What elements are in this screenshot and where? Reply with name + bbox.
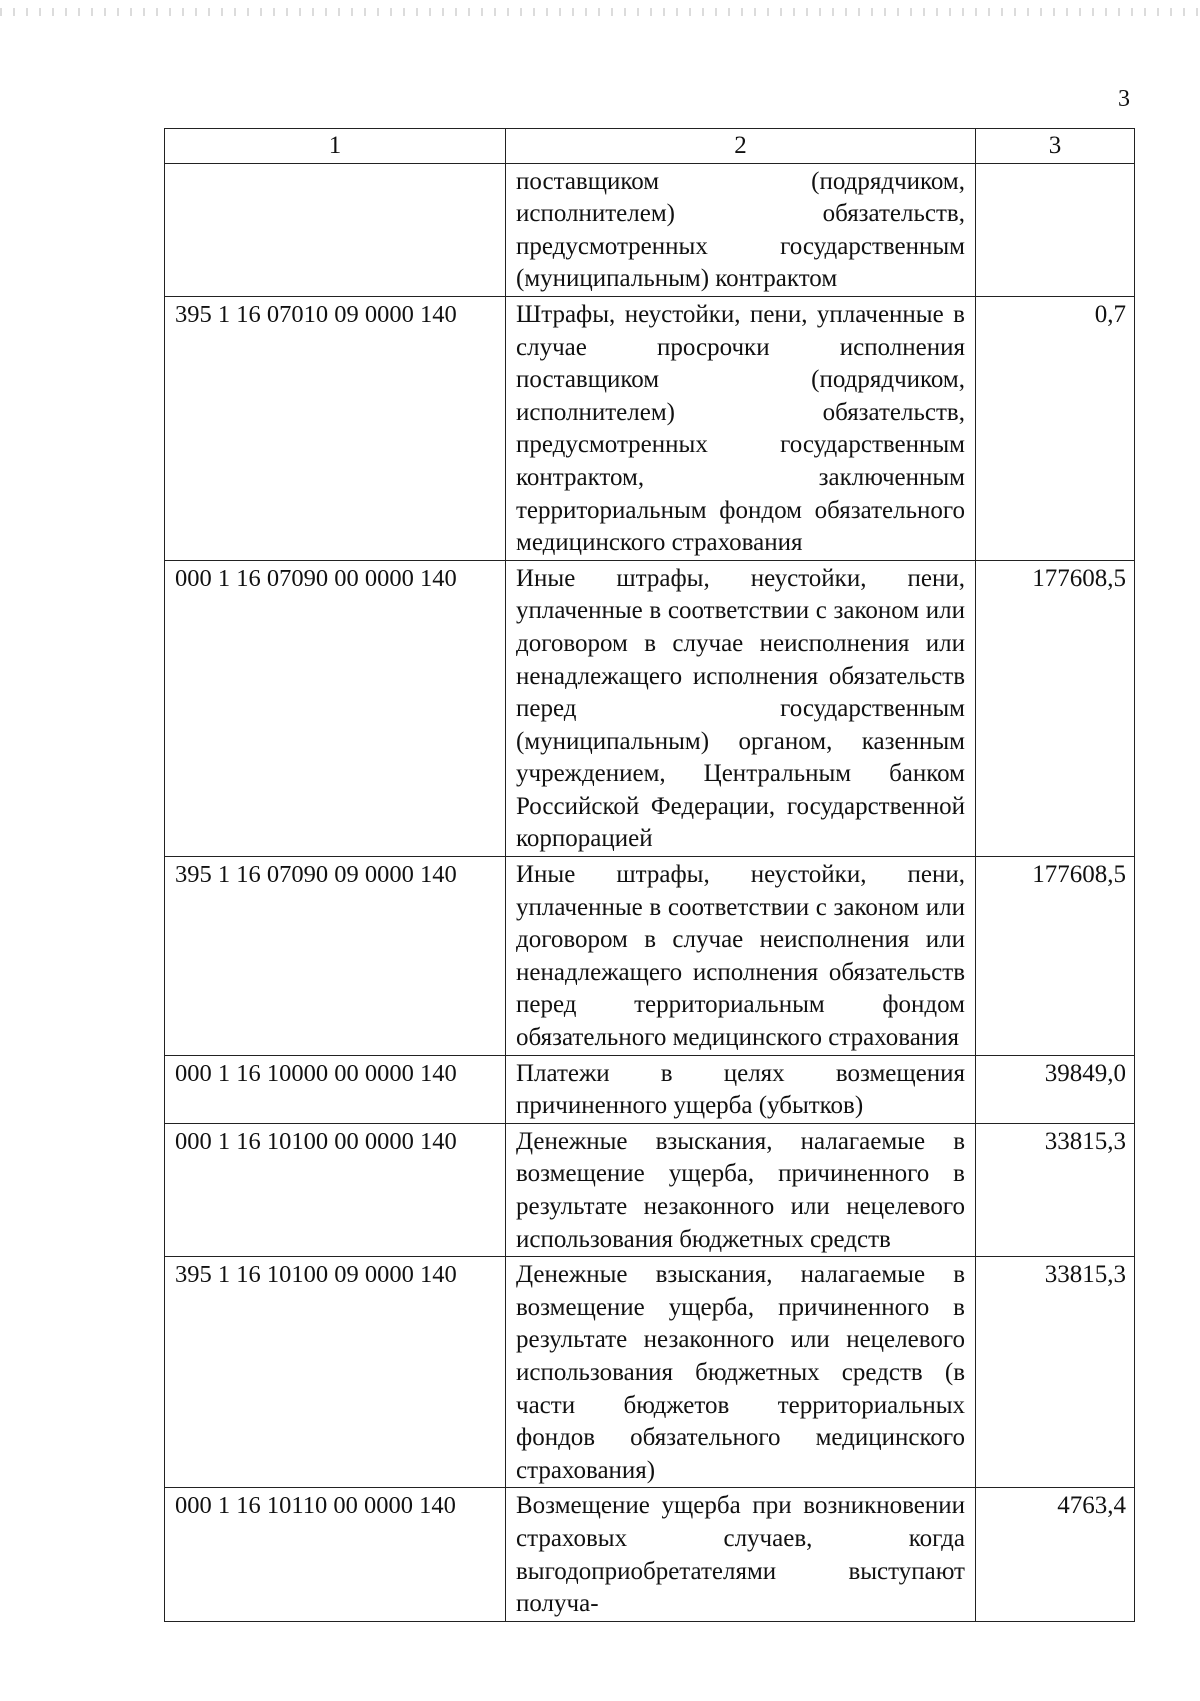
name-cell: Денежные взыскания, налагаемые в возмещение ущерба, причиненного в результате незаконного или нецелевого использования бюджетных средств (в части бюджетов территориальных фондов обязательного медицинского страхования) <box>506 1257 976 1488</box>
amount-cell: 0,7 <box>976 296 1135 560</box>
page-number: 3 <box>1118 86 1130 112</box>
amount-cell: 39849,0 <box>976 1055 1135 1123</box>
amount-cell: 33815,3 <box>976 1257 1135 1488</box>
name-cell: Штрафы, неустойки, пени, уплаченные в случае просрочки исполнения поставщиком (подрядчиком, исполнителем) обязательств, предусмотренных государственным контрактом, заключенным территориальным фондом обязательного медицинского страхования <box>506 296 976 560</box>
table-header-row <box>165 129 1135 164</box>
name-cell: поставщиком (подрядчиком, исполнителем) обязательств, предусмотренных государственным (муниципальным) контрактом <box>506 163 976 296</box>
table-row <box>165 1123 1135 1256</box>
code-cell: 000 1 16 10100 00 0000 140 <box>165 1123 506 1256</box>
name-cell: Иные штрафы, неустойки, пени, уплаченные в соответствии с законом или договором в случае неисполнения или ненадлежащего исполнения обязательств перед государственным (муниципальным) органом, казенным учреждением, Центральным банком Российской Федерации, государственной корпорацией <box>506 560 976 856</box>
code-cell: 000 1 16 10000 00 0000 140 <box>165 1055 506 1123</box>
code-cell <box>165 163 506 296</box>
code-cell: 000 1 16 10110 00 0000 140 <box>165 1488 506 1621</box>
amount-cell <box>976 163 1135 296</box>
table-row <box>165 296 1135 560</box>
code-cell: 395 1 16 07010 09 0000 140 <box>165 296 506 560</box>
amount-cell: 177608,5 <box>976 857 1135 1056</box>
table-row <box>165 1257 1135 1488</box>
amount-cell: 33815,3 <box>976 1123 1135 1256</box>
amount-cell: 177608,5 <box>976 560 1135 856</box>
name-cell: Возмещение ущерба при возникновении страховых случаев, когда выгодоприобретателями выступают получа- <box>506 1488 976 1621</box>
table-row <box>165 857 1135 1056</box>
table-row <box>165 1488 1135 1621</box>
column-header-name: 2 <box>506 129 976 164</box>
code-cell: 395 1 16 07090 09 0000 140 <box>165 857 506 1056</box>
column-header-amount: 3 <box>976 129 1135 164</box>
amount-cell: 4763,4 <box>976 1488 1135 1621</box>
code-cell: 395 1 16 10100 09 0000 140 <box>165 1257 506 1488</box>
scan-noise <box>0 8 1200 16</box>
name-cell: Денежные взыскания, налагаемые в возмещение ущерба, причиненного в результате незаконного или нецелевого использования бюджетных средств <box>506 1123 976 1256</box>
revenue-table <box>164 128 1135 1622</box>
column-header-code: 1 <box>165 129 506 164</box>
table-row <box>165 560 1135 856</box>
code-cell: 000 1 16 07090 00 0000 140 <box>165 560 506 856</box>
name-cell: Иные штрафы, неустойки, пени, уплаченные в соответствии с законом или договором в случае неисполнения или ненадлежащего исполнения обязательств перед территориальным фондом обязательного медицинского страхования <box>506 857 976 1056</box>
name-cell: Платежи в целях возмещения причиненного ущерба (убытков) <box>506 1055 976 1123</box>
table-row <box>165 1055 1135 1123</box>
table-row <box>165 163 1135 296</box>
